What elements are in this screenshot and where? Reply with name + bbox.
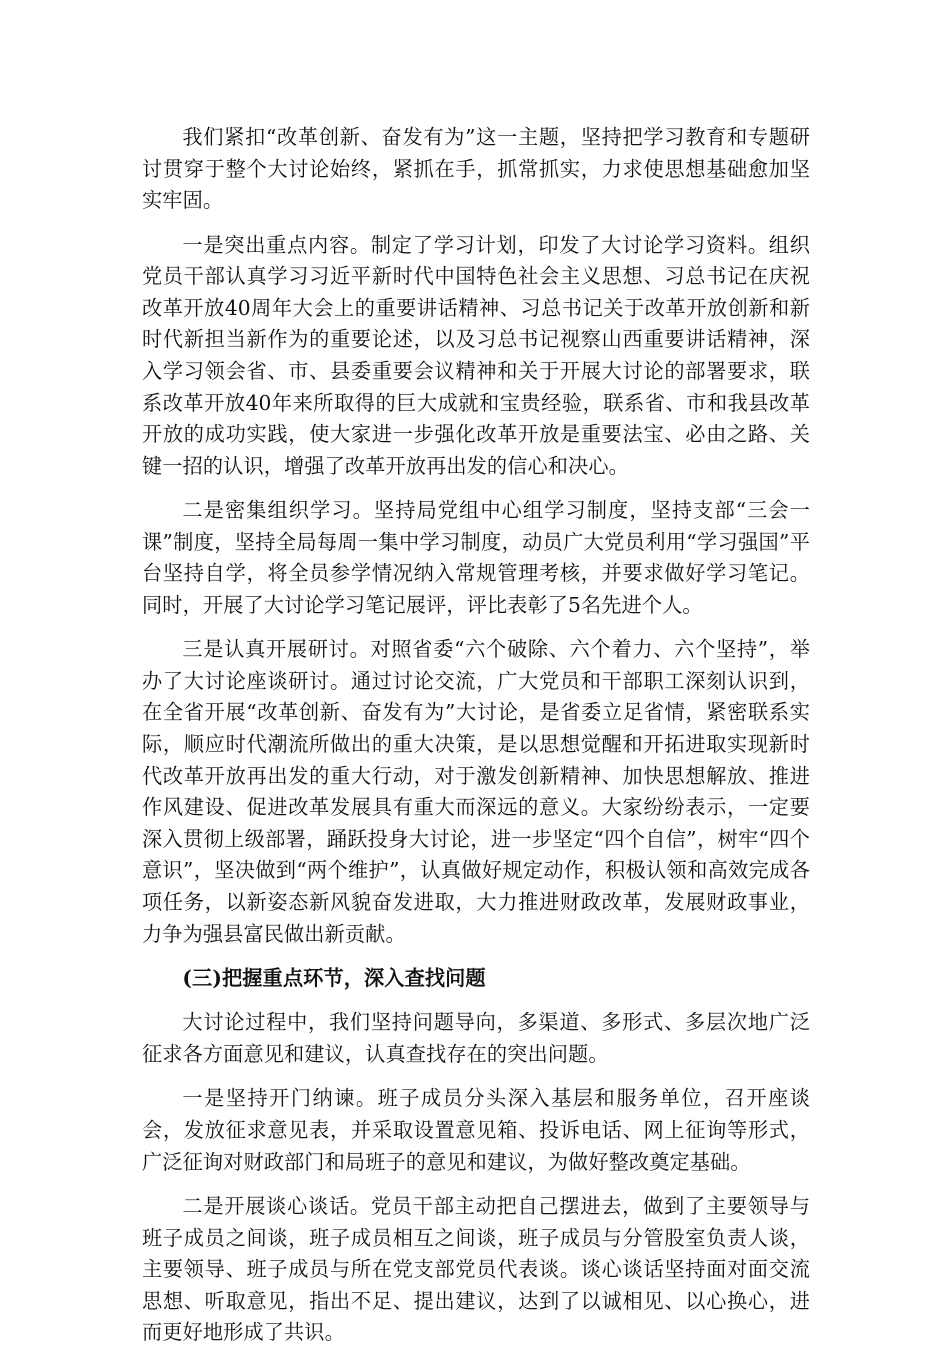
- paragraph-open-advice: 一是坚持开门纳谏。班子成员分头深入基层和服务单位，召开座谈会，发放征求意见表，并采取设置意见箱、投诉电话、网上征询等形式，广泛征询对财政部门和局班子的意见和建议，为做好整改奠定基础。: [142, 1086, 810, 1174]
- paragraph-intro: 我们紧扣“改革创新、奋发有为”这一主题，坚持把学习教育和专题研讨贯穿于整个大讨论始终，紧抓在手，抓常抓实，力求使思想基础愈加坚实牢固。: [142, 125, 810, 213]
- document-body: [142, 122, 810, 1362]
- paragraph-seminar: 三是认真开展研讨。对照省委“六个破除、六个着力、六个坚持”，举办了大讨论座谈研讨。通过讨论交流，广大党员和干部职工深刻认识到，在全省开展“改革创新、奋发有为”大讨论，是省委立足省情，紧密联系实际，顺应时代潮流所做出的重大决策，是以思想觉醒和开拓进取实现新时代改革开放再出发的重大行动，对于激发创新精神、加快思想解放、推进作风建设、促进改革发展具有重大而深远的意义。大家纷纷表示，一定要深入贯彻上级部署，踊跃投身大讨论，进一步坚定“四个自信”，树牢“四个意识”，坚决做到“两个维护”，认真做好规定动作，积极认领和高效完成各项任务，以新姿态新风貌奋发进取，大力推进财政改革，发展财政事业，力争为强县富民做出新贡献。: [142, 637, 810, 946]
- paragraph-heart-talks: 二是开展谈心谈话。党员干部主动把自己摆进去，做到了主要领导与班子成员之间谈，班子成员相互之间谈，班子成员与分管股室负责人谈，主要领导、班子成员与所在党支部党员代表谈。谈心谈话坚持面对面交流思想、听取意见，指出不足、提出建议，达到了以诚相见、以心换心，进而更好地形成了共识。: [142, 1193, 810, 1345]
- paragraph-key-content: 一是突出重点内容。制定了学习计划，印发了大讨论学习资料。组织党员干部认真学习习近平新时代中国特色社会主义思想、习总书记在庆祝改革开放40周年大会上的重要讲话精神、习总书记关于改革开放创新和新时代新担当新作为的重要论述，以及习总书记视察山西重要讲话精神，深入学习领会省、市、县委重要会议精神和关于开展大讨论的部署要求，联系改革开放40年来所取得的巨大成就和宝贵经验，联系省、市和我县改革开放的成功实践，使大家进一步强化改革开放是重要法宝、必由之路、关键一招的认识，增强了改革开放再出发的信心和决心。: [142, 232, 810, 478]
- paragraph-problem-finding: 大讨论过程中，我们坚持问题导向，多渠道、多形式、多层次地广泛征求各方面意见和建议，认真查找存在的突出问题。: [142, 1010, 810, 1067]
- paragraph-intensive-study: 二是密集组织学习。坚持局党组中心组学习制度，坚持支部“三会一课”制度，坚持全局每周一集中学习制度，动员广大党员利用“学习强国”平台坚持自学，将全员参学情况纳入常规管理考核，并要求做好学习笔记。同时，开展了大讨论学习笔记展评，评比表彰了5名先进个人。: [142, 498, 810, 617]
- section-heading: (三)把握重点环节，深入查找问题: [182, 966, 486, 991]
